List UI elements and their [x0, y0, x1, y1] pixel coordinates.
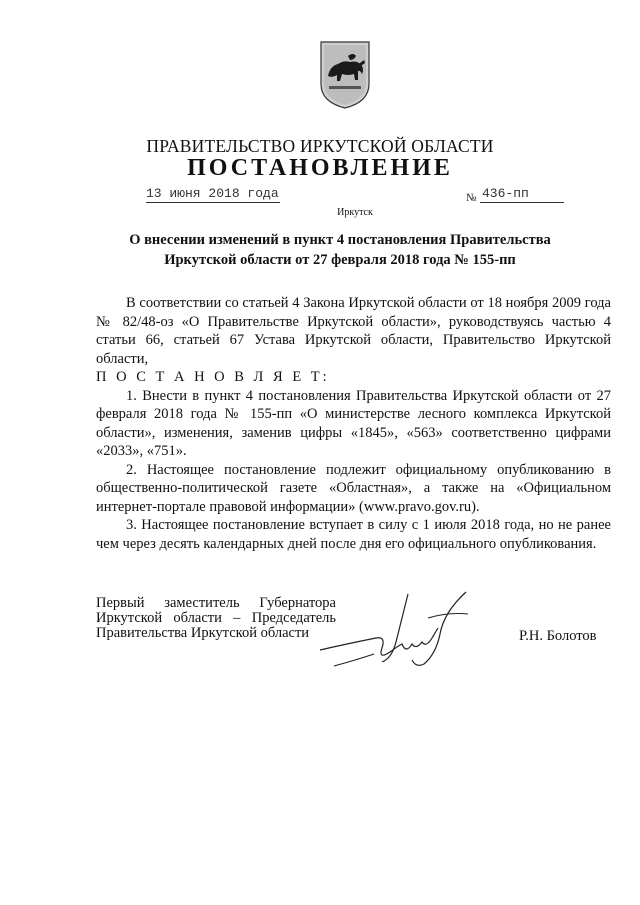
preamble-paragraph: В соответствии со статьей 4 Закона Иркутской области от 18 ноября 2009 года № 82/48-оз «О Правительстве Иркутской области», руководствуясь частью 4 статьи 66, статьей 67 Устава Иркутской области, Правительство Иркутской области, — [96, 295, 611, 367]
document-subject — [120, 230, 560, 270]
item-paragraph: 2. Настоящее постановление подлежит официальному опубликованию в общественно-политической газете «Областная», а также на «Официальном интернет-портале правовой информации» (www.pravo.gov.ru). — [96, 461, 611, 515]
signer-position — [96, 596, 336, 641]
signature-icon — [316, 588, 476, 672]
item-paragraph: 3. Настоящее постановление вступает в силу с 1 июля 2018 года, но не ранее чем через десять календарных дней после дня его официального опубликования. — [96, 517, 611, 552]
number-sign: № — [466, 192, 477, 204]
subject-line: Иркутской области от 27 февраля 2018 года № 155-пп — [164, 252, 516, 268]
document-body — [96, 294, 611, 553]
document-number: 436-пп — [482, 186, 529, 201]
document-date: 13 июня 2018 года — [146, 186, 279, 201]
document-type-heading: ПОСТАНОВЛЕНИЕ — [187, 155, 453, 181]
city-label: Иркутск — [337, 207, 373, 218]
item-paragraph: 1. Внести в пункт 4 постановления Правительства Иркутской области от 27 февраля 2018 года № 155-пп «О министерстве лесного комплекса Иркутской области», изменения, заменив цифры «1845», «563» соответственно цифрами «2033», «751». — [96, 387, 611, 459]
signer-position-line: Первый заместитель Губернатора — [96, 595, 336, 611]
number-underline — [480, 202, 564, 203]
government-title: ПРАВИТЕЛЬСТВО ИРКУТСКОЙ ОБЛАСТИ — [146, 136, 494, 156]
decree-word: П О С Т А Н О В Л Я Е Т: — [96, 369, 330, 385]
coat-of-arms-icon — [318, 40, 372, 110]
date-underline — [146, 202, 280, 203]
signer-position-line: Иркутской области – Председатель — [96, 610, 336, 626]
signer-name: Р.Н. Болотов — [519, 628, 597, 644]
subject-line: О внесении изменений в пункт 4 постановления Правительства — [129, 232, 551, 248]
signer-position-line: Правительства Иркутской области — [96, 625, 310, 641]
